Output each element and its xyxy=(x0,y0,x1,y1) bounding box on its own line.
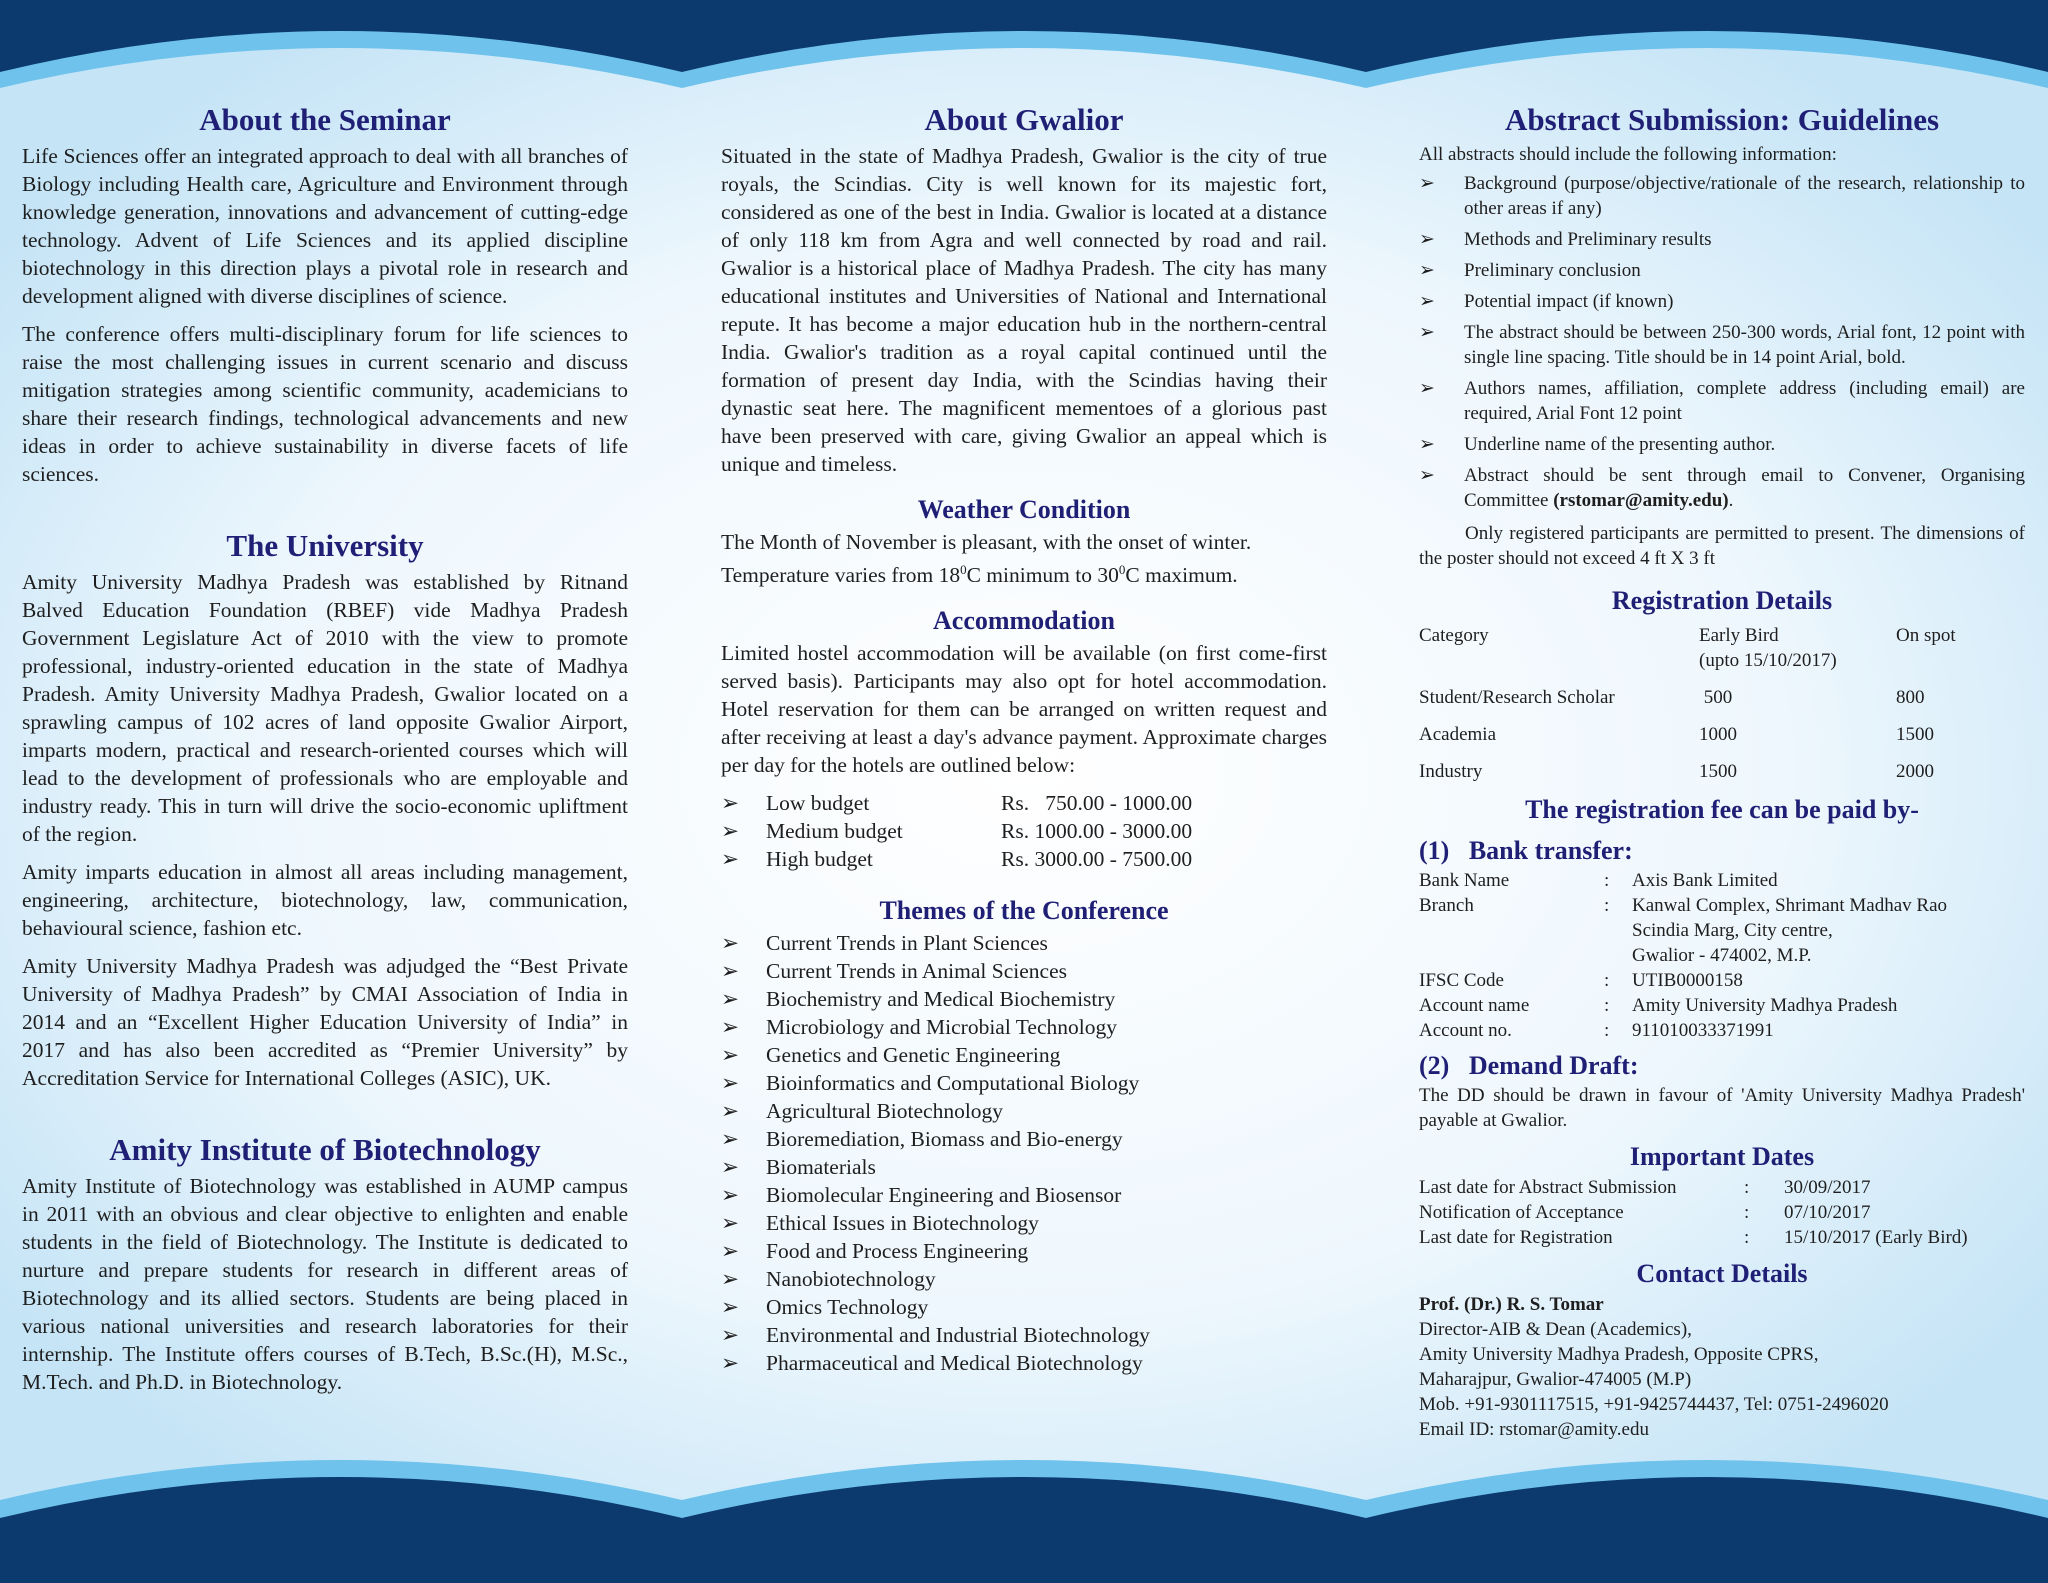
demand-draft-title: (2) Demand Draft: xyxy=(1419,1051,1639,1080)
arrow-bullet-icon: ➢ xyxy=(721,1183,740,1208)
kv-row: Last date for Abstract Submission : 30/09/2017 xyxy=(1419,1177,1871,1198)
kv-row: Last date for Registration : 15/10/2017 (Early Bird) xyxy=(1419,1227,1968,1248)
about-seminar-title: About the Seminar xyxy=(199,102,451,137)
kv-row: Bank Name : Axis Bank Limited xyxy=(1419,870,1778,891)
arrow-bullet-icon: ➢ xyxy=(721,819,740,844)
list-item: ➢ Underline name of the presenting author. xyxy=(1419,434,1776,455)
list-item: ➢ Nanobiotechnology xyxy=(721,1267,936,1292)
registration-header: Category Early Bird (upto 15/10/2017) On spot xyxy=(1419,625,1956,671)
bank-transfer-title: (1) Bank transfer: xyxy=(1419,836,1633,865)
table-row: Student/Research Scholar 500 800 xyxy=(1419,687,1925,708)
contact-line: Director-AIB & Dean (Academics), xyxy=(1419,1319,1692,1340)
arrow-bullet-icon: ➢ xyxy=(721,1323,740,1348)
arrow-bullet-icon: ➢ xyxy=(721,1295,740,1320)
table-row: Academia 1000 1500 xyxy=(1419,724,1934,745)
abstract-list xyxy=(1419,171,2025,513)
list-item: ➢ Background (purpose/objective/rationale of the research, relationship to other areas if any) xyxy=(1419,173,2025,219)
list-item: ➢ Agricultural Biotechnology xyxy=(721,1099,1004,1124)
contact-name: Prof. (Dr.) R. S. Tomar xyxy=(1419,1294,1604,1315)
list-item: ➢ Biochemistry and Medical Biochemistry xyxy=(721,987,1116,1012)
kv-row: Account name : Amity University Madhya Pradesh xyxy=(1419,995,1898,1016)
arrow-bullet-icon: ➢ xyxy=(721,1351,740,1376)
contact-details xyxy=(1419,1292,2025,1442)
arrow-bullet-icon: ➢ xyxy=(1419,465,1435,486)
list-item: ➢ Food and Process Engineering xyxy=(721,1239,1029,1264)
list-item: ➢ High budget Rs. 3000.00 - 7500.00 xyxy=(721,847,1193,872)
aib-p1: Amity Institute of Biotechnology was established in AUMP campus in 2011 with an obvious and clear objective to enlighten and enable students in the field of Biotechnology. The Institute is dedicated to nurture and prepare students for research in different areas of Biotechnology and its allied sectors. Students are being placed in various national universities and research laboratories for their internship. The Institute offers courses of B.Tech, B.Sc.(H), M.Sc., M.Tech. and Ph.D. in Biotechnology. xyxy=(22,1174,628,1394)
abstract-intro: All abstracts should include the following information: xyxy=(1419,144,1837,165)
university-p2: Amity imparts education in almost all areas including management, engineering, architecture, biotechnology, law, communication, behavioural science, fashion etc. xyxy=(22,860,628,940)
arrow-bullet-icon: ➢ xyxy=(1419,291,1435,312)
weather-title: Weather Condition xyxy=(917,495,1131,524)
list-item: ➢ Low budget Rs. 750.00 - 1000.00 xyxy=(721,791,1193,816)
arrow-bullet-icon: ➢ xyxy=(721,1015,740,1040)
list-item: ➢ Preliminary conclusion xyxy=(1419,260,1641,281)
arrow-bullet-icon: ➢ xyxy=(721,959,740,984)
table-row: Industry 1500 2000 xyxy=(1419,761,1934,782)
list-item: ➢ Environmental and Industrial Biotechnology xyxy=(721,1323,1150,1348)
arrow-bullet-icon: ➢ xyxy=(721,1127,740,1152)
university-p1: Amity University Madhya Pradesh was established by Ritnand Balved Education Foundation (RBEF) vide Madhya Pradesh Government Legislature Act of 2010 with the view to promote professional, industry-oriented education in the state of Madhya Pradesh. Amity University Madhya Pradesh, Gwalior located on a sprawling campus of 102 acres of land opposite Gwalior Airport, imparts modern, practical and research-oriented courses which will lead to the development of professionals who are employable and industry ready. This in turn will drive the socio-economic upliftment of the region. xyxy=(22,570,628,846)
list-item: ➢ Bioremediation, Biomass and Bio-energy xyxy=(721,1127,1123,1152)
arrow-bullet-icon: ➢ xyxy=(721,931,740,956)
arrow-bullet-icon: ➢ xyxy=(721,1211,740,1236)
list-item: ➢ Authors names, affiliation, complete address (including email) are required, Arial Font 12 point xyxy=(1419,378,2025,424)
weather-line1: The Month of November is pleasant, with the onset of winter. xyxy=(721,530,1252,554)
abstract-email: (rstomar@amity.edu) xyxy=(1553,490,1729,511)
abstract-title: Abstract Submission: Guidelines xyxy=(1504,102,1940,137)
arrow-bullet-icon: ➢ xyxy=(1419,378,1435,399)
kv-row: IFSC Code : UTIB0000158 xyxy=(1419,970,1743,991)
left-panel xyxy=(22,98,628,1396)
list-item: ➢ Ethical Issues in Biotechnology xyxy=(721,1211,1039,1236)
arrow-bullet-icon: ➢ xyxy=(721,1239,740,1264)
university-title: The University xyxy=(226,528,424,563)
arrow-bullet-icon: ➢ xyxy=(1419,322,1435,343)
registration-table xyxy=(1419,623,2025,784)
list-item: ➢ Biomolecular Engineering and Biosensor xyxy=(721,1183,1122,1208)
list-item: ➢ Potential impact (if known) xyxy=(1419,291,1674,312)
abstract-note: Only registered participants are permitted to present. The dimensions of the poster should not exceed 4 ft X 3 ft xyxy=(1419,523,2025,569)
middle-panel xyxy=(721,98,1327,1377)
list-item: ➢ Bioinformatics and Computational Biology xyxy=(721,1071,1140,1096)
themes-title: Themes of the Conference xyxy=(879,896,1169,926)
list-item: ➢ Pharmaceutical and Medical Biotechnology xyxy=(721,1351,1143,1376)
list-item: ➢ Methods and Preliminary results xyxy=(1419,229,1712,250)
important-dates xyxy=(1419,1175,2025,1250)
about-gwalior-p1: Situated in the state of Madhya Pradesh, Gwalior is the city of true royals, the Scindias. City is well known for its majestic fort, considered as one of the best in India. Gwalior is located at a distance of only 118 km from Agra and well connected by road and rail. Gwalior is a historical place of Madhya Pradesh. The city has many educational institutes and Universities of National and International repute. It has become a major education hub in the northern-central India. Gwalior's tradition as a royal capital continued until the formation of present day India, with the Scindias having their dynastic seat here. The magnificent mementoes of a glorious past have been preserved with care, giving Gwalior an appeal which is unique and timeless. xyxy=(721,144,1327,476)
contact-phone: Mob. +91-9301117515, +91-9425744437, Tel: 0751-2496020 xyxy=(1419,1394,1889,1415)
arrow-bullet-icon: ➢ xyxy=(1419,229,1435,250)
list-item: ➢ Microbiology and Microbial Technology xyxy=(721,1015,1117,1040)
fee-payment-title: The registration fee can be paid by- xyxy=(1525,795,1919,824)
about-gwalior-title: About Gwalior xyxy=(924,102,1124,137)
weather-temperature: Temperature varies from $18^0C$ minimum to $30^0C$ maximum. xyxy=(721,562,1238,588)
contact-email: Email ID: rstomar@amity.edu xyxy=(1419,1419,1649,1440)
themes-list xyxy=(721,929,1327,1377)
about-seminar-p1: Life Sciences offer an integrated approach to deal with all branches of Biology including Health care, Agriculture and Environment through knowledge generation, innovations and advancement of cutting-edge technology. Advent of Life Sciences and its applied discipline biotechnology in this direction plays a pivotal role in research and development aligned with diverse disciplines of science. xyxy=(22,144,628,308)
kv-row: Branch : Kanwal Complex, Shrimant Madhav Rao Scindia Marg, City centre, Gwalior - 474002, M.P. xyxy=(1419,895,1948,966)
list-item: ➢ The abstract should be between 250-300 words, Arial font, 12 point with single line spacing. Title should be in 14 point Arial, bold. xyxy=(1419,322,2025,368)
arrow-bullet-icon: ➢ xyxy=(721,1071,740,1096)
kv-row: Account no. : 911010033371991 xyxy=(1419,1020,1774,1041)
list-item: ➢ Medium budget Rs. 1000.00 - 3000.00 xyxy=(721,819,1193,844)
right-panel xyxy=(1419,98,2025,1442)
accommodation-title: Accommodation xyxy=(933,606,1115,636)
arrow-bullet-icon: ➢ xyxy=(721,791,740,816)
bank-details xyxy=(1419,868,2025,1043)
list-item: ➢ Current Trends in Animal Sciences xyxy=(721,959,1067,984)
accommodation-p1: Limited hostel accommodation will be available (on first come-first served basis). Participants may also opt for hotel accommodation. Hotel reservation for them can be arranged on written request and after receiving at least a day's advance payment. Approximate charges per day for the hotels are outlined below: xyxy=(721,641,1327,778)
arrow-bullet-icon: ➢ xyxy=(721,847,740,872)
list-item: ➢ Omics Technology xyxy=(721,1295,929,1320)
list-item: ➢ Abstract should be sent through email to Convener, Organising Committee (rstomar@amity.edu). xyxy=(1419,465,2025,511)
arrow-bullet-icon: ➢ xyxy=(721,987,740,1012)
demand-draft-text: The DD should be drawn in favour of 'Amity University Madhya Pradesh' payable at Gwalior. xyxy=(1419,1085,2025,1131)
arrow-bullet-icon: ➢ xyxy=(721,1099,740,1124)
arrow-bullet-icon: ➢ xyxy=(1419,434,1435,455)
contact-title: Contact Details xyxy=(1636,1259,1808,1288)
arrow-bullet-icon: ➢ xyxy=(721,1043,740,1068)
hotel-list xyxy=(721,789,1327,873)
university-p3: Amity University Madhya Pradesh was adjudged the “Best Private University of Madhya Pradesh” by CMAI Association of India in 2014 and an “Excellent Higher Education University of India” in 2017 and has also been accredited as “Premier University” by Accreditation Service for International Colleges (ASIC), UK. xyxy=(22,954,628,1090)
contact-line: Maharajpur, Gwalior-474005 (M.P) xyxy=(1419,1369,1692,1390)
registration-title: Registration Details xyxy=(1611,586,1833,615)
list-item: ➢ Biomaterials xyxy=(721,1155,876,1180)
list-item: ➢ Genetics and Genetic Engineering xyxy=(721,1043,1061,1068)
kv-row: Notification of Acceptance : 07/10/2017 xyxy=(1419,1202,1871,1223)
about-seminar-p2: The conference offers multi-disciplinary forum for life sciences to raise the most challenging issues in current scenario and discuss mitigation strategies among scientific community, academicians to share their research findings, technological advancements and new ideas in order to achieve sustainability in diverse facets of life sciences. xyxy=(22,322,628,486)
aib-title: Amity Institute of Biotechnology xyxy=(109,1132,541,1167)
important-dates-title: Important Dates xyxy=(1629,1142,1815,1171)
arrow-bullet-icon: ➢ xyxy=(721,1267,740,1292)
arrow-bullet-icon: ➢ xyxy=(1419,260,1435,281)
list-item: ➢ Current Trends in Plant Sciences xyxy=(721,931,1048,956)
arrow-bullet-icon: ➢ xyxy=(721,1155,740,1180)
arrow-bullet-icon: ➢ xyxy=(1419,173,1435,194)
contact-line: Amity University Madhya Pradesh, Opposite CPRS, xyxy=(1419,1344,1819,1365)
